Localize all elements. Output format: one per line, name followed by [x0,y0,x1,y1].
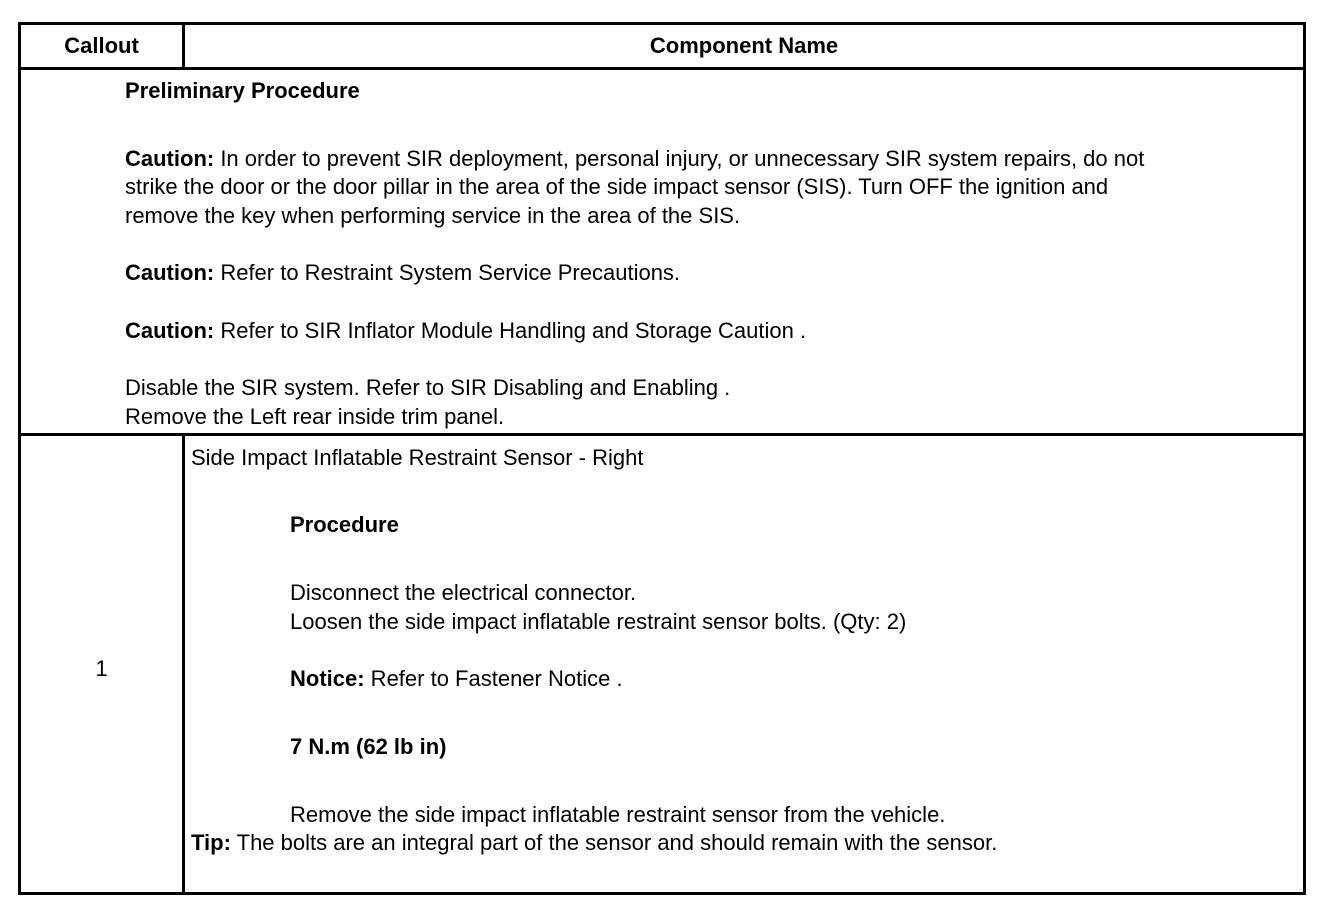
row1-notice: Notice: Refer to Fastener Notice . [290,666,623,691]
caution-label: Caution: [125,146,215,171]
row1-step1: Disconnect the electrical connector. [290,580,637,605]
preliminary-step1: Disable the SIR system. Refer to SIR Disabling and Enabling . [125,375,731,400]
header-divider [21,67,1303,70]
row1-callout: 1 [95,656,108,681]
notice-label: Notice: [290,666,365,691]
row-divider [21,433,1303,436]
caution-label: Caution: [125,318,215,343]
preliminary-step2: Remove the Left rear inside trim panel. [125,404,505,429]
header-callout: Callout [64,33,139,58]
row1-procedure-label: Procedure [290,512,399,537]
preliminary-title: Preliminary Procedure [125,78,360,103]
row1-step3: Remove the side impact inflatable restraint sensor from the vehicle. [290,802,946,827]
procedure-table [18,22,1306,895]
caution-label: Caution: [125,260,215,285]
row1-tip: Tip: The bolts are an integral part of the sensor and should remain with the sensor. [191,830,998,855]
row1-step2: Loosen the side impact inflatable restraint sensor bolts. (Qty: 2) [290,609,907,634]
caution3: Caution: Refer to SIR Inflator Module Handling and Storage Caution . [125,318,807,343]
row1-component-name: Side Impact Inflatable Restraint Sensor - Right [191,445,644,470]
tip-label: Tip: [191,830,231,855]
caution1-line2: strike the door or the door pillar in the area of the side impact sensor (SIS). Turn OFF the ignition and [125,174,1109,199]
header-component-name: Component Name [649,33,839,58]
caution1-line1: Caution: In order to prevent SIR deployment, personal injury, or unnecessary SIR system repairs, do not [125,146,1145,171]
caution2: Caution: Refer to Restraint System Service Precautions. [125,260,681,285]
row1-torque-spec: 7 N.m (62 lb in) [290,734,447,759]
caution1-line3: remove the key when performing service in the area of the SIS. [125,203,741,228]
row1-column-divider [182,436,185,895]
